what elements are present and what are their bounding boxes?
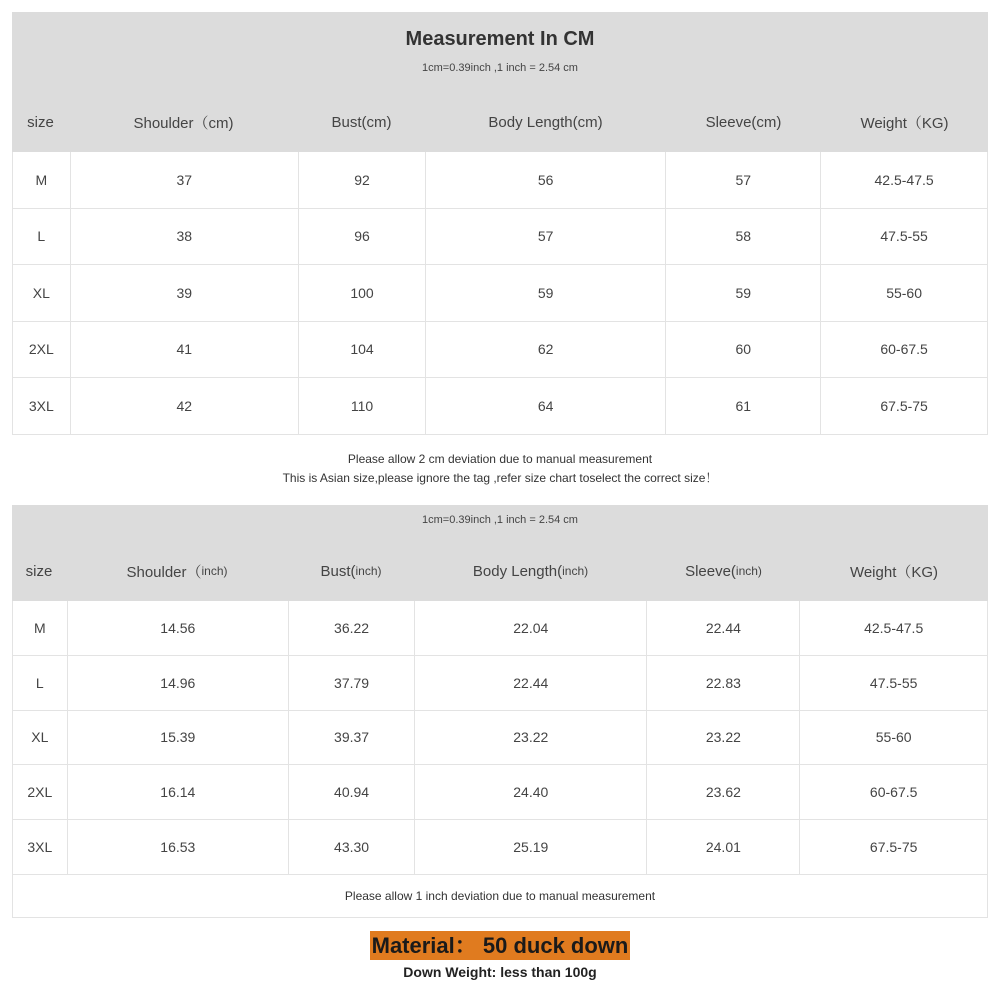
table-row: [13, 656, 987, 711]
cm-table-body: [12, 152, 988, 435]
cell-body-length: 22.04: [415, 601, 647, 655]
cell-sleeve: 24.01: [647, 820, 800, 874]
cell-shoulder: 38: [71, 209, 299, 265]
cell-weight: 47.5-55: [869, 674, 918, 691]
cell-sleeve: 57: [666, 152, 821, 208]
cell-size: XL: [13, 711, 68, 765]
table-row: [13, 322, 987, 379]
cell-size: M: [13, 152, 71, 208]
cell-weight: 47.5-55: [880, 228, 928, 245]
cell-body-length: 62: [426, 322, 666, 378]
cell-size: XL: [13, 265, 71, 321]
cell-size: L: [13, 209, 71, 265]
cell-size: 2XL: [13, 322, 71, 378]
table-row: [13, 152, 987, 209]
cell-bust: 110: [299, 378, 426, 434]
material-section: [0, 931, 1000, 960]
header-bust: Bust(cm): [331, 113, 392, 131]
cell-weight: 67.5-75: [880, 397, 928, 414]
cell-body-length: 59: [426, 265, 666, 321]
cell-weight: 42.5-47.5: [864, 619, 924, 636]
cell-shoulder: 15.39: [68, 711, 289, 765]
cell-weight: 60-67.5: [880, 341, 928, 358]
inch-table-body: [12, 601, 988, 875]
cell-size: M: [13, 601, 68, 655]
cm-column-headers: [12, 92, 988, 152]
cell-body-length: 64: [426, 378, 666, 434]
chart-title: Measurement In CM: [405, 28, 595, 50]
inch-table-header: [12, 505, 988, 601]
cell-size: 3XL: [13, 378, 71, 434]
header-sleeve: Sleeve( inch): [685, 562, 762, 580]
cell-bust: 100: [299, 265, 426, 321]
cell-body-length: 24.40: [415, 765, 647, 819]
cell-sleeve: 23.62: [647, 765, 800, 819]
cell-size: 3XL: [13, 820, 68, 874]
cell-bust: 43.30: [289, 820, 415, 874]
table-row: [13, 601, 987, 656]
cell-body-length: 22.44: [415, 656, 647, 710]
header-weight: Weight（KG): [849, 563, 939, 581]
cell-bust: 96: [299, 209, 426, 265]
inch-column-headers: [12, 541, 988, 601]
cm-notes: [12, 435, 988, 488]
cell-sleeve: 61: [666, 378, 821, 434]
cell-bust: 36.22: [289, 601, 415, 655]
cm-conversion-note: 1cm=0.39inch ,1 inch = 2.54 cm: [422, 62, 578, 74]
cell-bust: 40.94: [289, 765, 415, 819]
header-bust: Bust( inch): [320, 562, 382, 580]
cell-sleeve: 23.22: [647, 711, 800, 765]
cell-bust: 104: [299, 322, 426, 378]
cell-bust: 39.37: [289, 711, 415, 765]
cell-bust: 92: [299, 152, 426, 208]
header-size: size: [25, 562, 53, 580]
down-weight-label: Down Weight: less than 100g: [403, 964, 597, 980]
cell-body-length: 25.19: [415, 820, 647, 874]
cm-size-chart: [12, 12, 988, 488]
table-row: [13, 765, 987, 820]
cell-body-length: 56: [426, 152, 666, 208]
cell-sleeve: 22.83: [647, 656, 800, 710]
cell-shoulder: 14.96: [68, 656, 289, 710]
inch-deviation-note: Please allow 1 inch deviation due to manual measurement: [12, 875, 988, 918]
cell-size: L: [13, 656, 68, 710]
table-row: [13, 378, 987, 435]
cell-shoulder: 41: [71, 322, 299, 378]
material-label: Material： 50 duck down: [371, 933, 629, 958]
cell-shoulder: 14.56: [68, 601, 289, 655]
cell-weight: 67.5-75: [869, 839, 918, 856]
cell-body-length: 23.22: [415, 711, 647, 765]
header-size: size: [27, 113, 54, 131]
asian-size-note: This is Asian size,please ignore the tag ,refer size chart toselect the correct size！: [282, 470, 718, 485]
inch-size-chart: [12, 505, 988, 918]
cell-bust: 37.79: [289, 656, 415, 710]
table-row: [13, 209, 987, 266]
deviation-note: Please allow 2 cm deviation due to manual measurement: [347, 451, 653, 466]
table-row: [13, 265, 987, 322]
header-sleeve: Sleeve(cm): [705, 113, 782, 131]
header-body-length: Body Length(cm): [488, 113, 603, 131]
cell-shoulder: 37: [71, 152, 299, 208]
cell-shoulder: 16.14: [68, 765, 289, 819]
cell-sleeve: 60: [666, 322, 821, 378]
header-shoulder: Shoulder（ inch): [126, 563, 228, 581]
table-row: [13, 820, 987, 875]
table-row: [13, 711, 987, 766]
cell-body-length: 57: [426, 209, 666, 265]
header-shoulder: Shoulder（cm): [133, 114, 234, 132]
cm-table-header: [12, 12, 988, 152]
cell-size: 2XL: [13, 765, 68, 819]
cell-sleeve: 22.44: [647, 601, 800, 655]
cell-weight: 55-60: [886, 284, 922, 301]
header-weight: Weight（KG): [860, 114, 949, 132]
cell-sleeve: 58: [666, 209, 821, 265]
cell-sleeve: 59: [666, 265, 821, 321]
cell-shoulder: 42: [71, 378, 299, 434]
cell-weight: 60-67.5: [869, 784, 918, 801]
cell-weight: 55-60: [875, 729, 912, 746]
cell-shoulder: 39: [71, 265, 299, 321]
cell-shoulder: 16.53: [68, 820, 289, 874]
inch-conversion-note: 1cm=0.39inch ,1 inch = 2.54 cm: [422, 514, 578, 526]
header-body-length: Body Length( inch): [472, 562, 589, 580]
cell-weight: 42.5-47.5: [874, 171, 934, 188]
